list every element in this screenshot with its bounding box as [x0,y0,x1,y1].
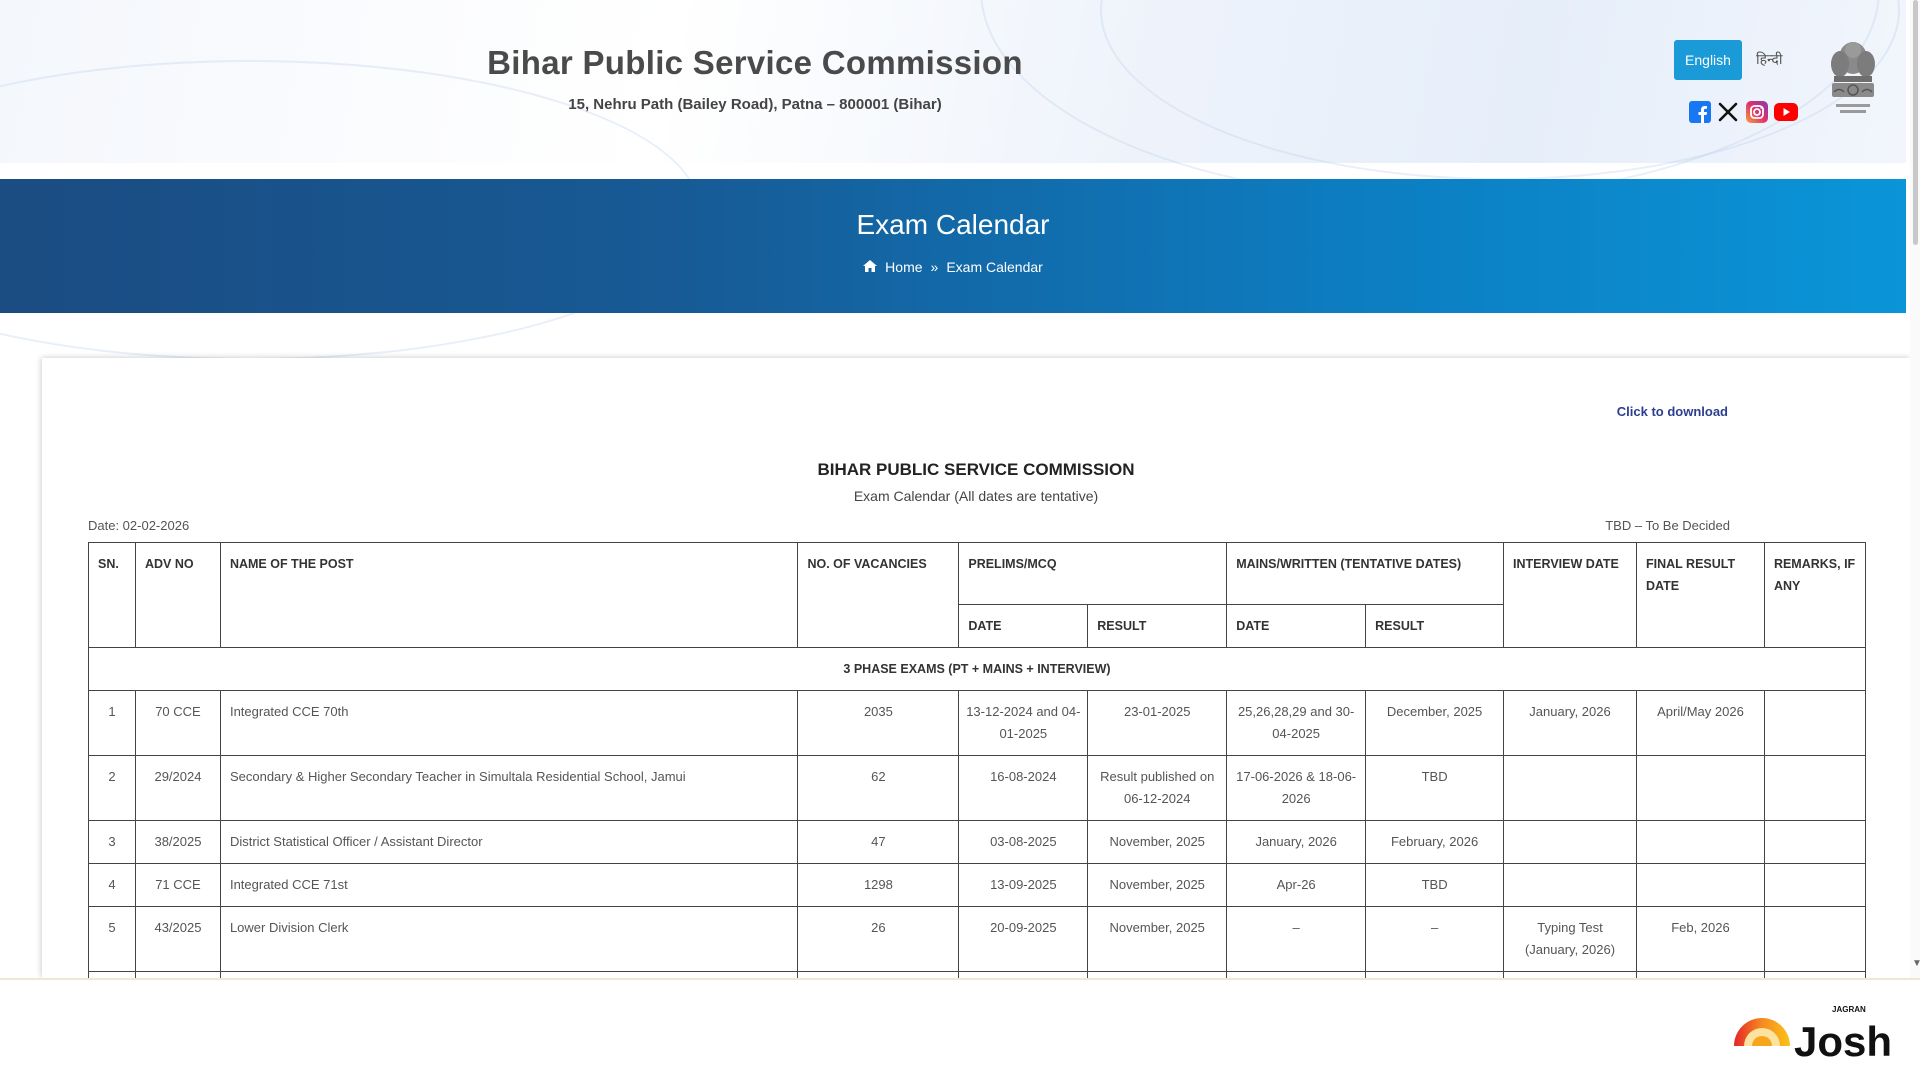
table-row [89,907,1866,972]
org-title: Bihar Public Service Commission [487,44,1023,81]
cell-prelims-result: Result published on 06-12-2024 [1088,756,1227,821]
cell-mains-date: Apr-26 [1227,864,1366,907]
document-title: BIHAR PUBLIC SERVICE COMMISSION [817,460,1135,479]
breadcrumb-current: Exam Calendar [946,259,1043,275]
cell-mains-result: TBD [1366,756,1504,821]
cell-mains-date: – [1227,907,1366,972]
cell-sn: 3 [89,821,136,864]
cell-vacancies: 26 [798,907,959,972]
download-link[interactable]: Click to download [1616,404,1728,419]
cell-prelims-result: 23-01-2025 [1088,691,1227,756]
cell-interview-date: Typing Test (January, 2026) [1504,907,1637,972]
table-row [89,756,1866,821]
youtube-icon[interactable] [1774,100,1798,124]
header-prelims-date: DATE [959,605,1088,648]
header-prelims-result: RESULT [1088,605,1227,648]
header-remarks: REMARKS, IF ANY [1764,543,1865,648]
hindi-language-link[interactable]: हिन्दी [1756,51,1783,67]
document-date: Date: 02-02-2026 [88,518,190,533]
jagran-josh-logo [1732,1002,1893,1066]
cell-adv-no: 38/2025 [135,821,220,864]
instagram-icon[interactable] [1745,100,1769,124]
header-adv-no: ADV NO [135,543,220,648]
cell-final-result-date: Feb, 2026 [1637,907,1765,972]
cell-sn: 1 [89,691,136,756]
cell-mains-date: 25,26,28,29 and 30-04-2025 [1227,691,1366,756]
header-post-name: NAME OF THE POST [220,543,797,648]
cell-remarks [1764,907,1865,972]
site-header [0,0,1906,163]
cell-mains-date: January, 2026 [1227,821,1366,864]
cell-vacancies: 1298 [798,864,959,907]
cell-remarks [1764,821,1865,864]
cell-interview-date [1504,821,1637,864]
cell-post-name: Secondary & Higher Secondary Teacher in Simultala Residential School, Jamui [220,756,797,821]
exam-calendar-card [42,358,1910,978]
cell-mains-result: TBD [1366,864,1504,907]
table-row [89,691,1866,756]
cell-remarks [1764,691,1865,756]
cell-adv-no: 71 CCE [135,864,220,907]
logo-brand-top: JAGRAN [1832,1005,1866,1014]
cell-vacancies: 62 [798,756,959,821]
cell-prelims-date: 20-09-2025 [959,907,1088,972]
cell-prelims-result: November, 2025 [1088,821,1227,864]
cell-prelims-date: 03-08-2025 [959,821,1088,864]
home-icon[interactable] [863,259,877,275]
header-prelims: PRELIMS/MCQ [959,543,1227,605]
scroll-down-arrow-icon[interactable]: ▼ [1912,958,1922,969]
cell-final-result-date [1637,821,1765,864]
cell-prelims-date: 16-08-2024 [959,756,1088,821]
cell-post-name: Integrated CCE 70th [220,691,797,756]
header-mains-date: DATE [1227,605,1366,648]
cell-mains-result: February, 2026 [1366,821,1504,864]
breadcrumb-home-link[interactable]: Home [885,259,923,275]
document-subtitle: Exam Calendar (All dates are tentative) [853,488,1099,504]
cell-post-name: Lower Division Clerk [220,907,797,972]
cell-post-name: Integrated CCE 71st [220,864,797,907]
cell-final-result-date [1637,864,1765,907]
cell-prelims-date: 13-09-2025 [959,864,1088,907]
cell-sn: 5 [89,907,136,972]
cell-prelims-date: 13-12-2024 and 04-01-2025 [959,691,1088,756]
logo-brand: Josh [1794,1018,1893,1065]
cell-sn: 4 [89,864,136,907]
header-final-result-date: FINAL RESULT DATE [1637,543,1765,648]
cell-final-result-date [1637,756,1765,821]
cell-mains-date: 17-06-2026 & 18-06-2026 [1227,756,1366,821]
cell-sn: 2 [89,756,136,821]
header-mains-result: RESULT [1366,605,1504,648]
cell-mains-result: – [1366,907,1504,972]
page-banner [0,179,1906,313]
header-sn: SN. [89,543,136,648]
exam-calendar-table [88,542,1866,1014]
cell-interview-date [1504,756,1637,821]
table-row [89,864,1866,907]
bottom-strip [0,978,1920,1080]
scrollbar-thumb[interactable] [1913,0,1918,245]
cell-remarks [1764,864,1865,907]
cell-vacancies: 2035 [798,691,959,756]
state-emblem-icon [1822,36,1884,122]
english-language-button[interactable]: English [1674,40,1742,80]
breadcrumb [0,259,1906,275]
tbd-note: TBD – To Be Decided [1605,518,1730,533]
x-icon[interactable] [1716,100,1740,124]
cell-adv-no: 43/2025 [135,907,220,972]
org-address: 15, Nehru Path (Bailey Road), Patna – 800001 (Bihar) [568,96,942,113]
header-interview-date: INTERVIEW DATE [1504,543,1637,648]
facebook-icon[interactable] [1688,100,1712,124]
cell-prelims-result: November, 2025 [1088,864,1227,907]
cell-final-result-date: April/May 2026 [1637,691,1765,756]
header-vacancies: NO. OF VACANCIES [798,543,959,648]
cell-interview-date: January, 2026 [1504,691,1637,756]
cell-vacancies: 47 [798,821,959,864]
section-label: 3 PHASE EXAMS (PT + MAINS + INTERVIEW) [89,648,1866,691]
breadcrumb-separator: » [930,259,939,275]
table-row [89,821,1866,864]
cell-adv-no: 70 CCE [135,691,220,756]
page-title: Exam Calendar [856,209,1050,240]
cell-interview-date [1504,864,1637,907]
header-mains: MAINS/WRITTEN (TENTATIVE DATES) [1227,543,1504,605]
cell-prelims-result: November, 2025 [1088,907,1227,972]
cell-adv-no: 29/2024 [135,756,220,821]
cell-mains-result: December, 2025 [1366,691,1504,756]
cell-remarks [1764,756,1865,821]
cell-post-name: District Statistical Officer / Assistant Director [220,821,797,864]
